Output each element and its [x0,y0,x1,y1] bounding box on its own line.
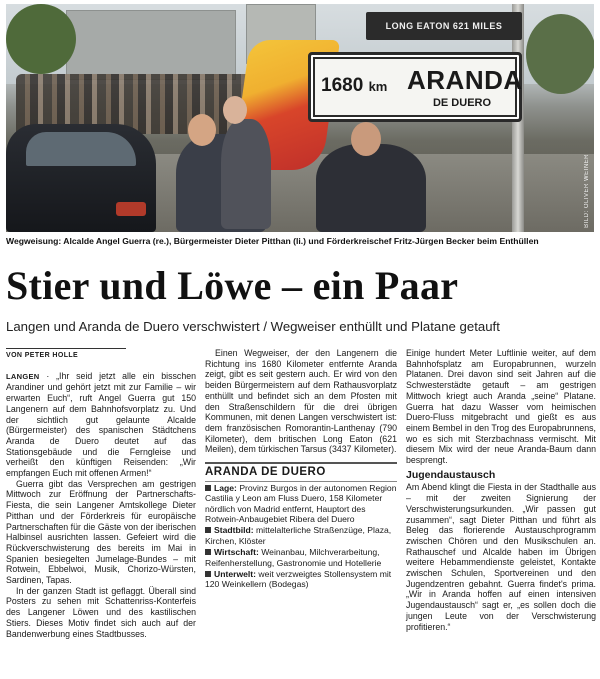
article-photo [6,4,594,232]
sign-distance: 1680 km [321,75,388,96]
subheadline: Langen und Aranda de Duero verschwistert / Wegweiser enthüllt und Platane getauft [6,319,500,334]
photo-head [188,114,216,146]
article-paragraph: In der ganzen Stadt ist geflaggt. Überall sind Posters zu sehen mit Schattenriss-Konterfeis des Langener Löwen und des kastilischen Stiers. Dieses Motiv findet sich auch auf der Bandenwerbung eines Stadtbusses. [6,585,196,639]
photo-head [351,122,381,156]
infobox [205,462,397,590]
article-paragraph: Einen Wegweiser, der den Langenern die Richtung ins 1680 Kilometer entfernte Aranda zeigt, gibt es seit gestern auch. Er wird von den beiden Bürgermeistern auf dem Rathausvorplatz enthüllt und befindet sich an dem Pfosten mit den Straßenschildern für die drei übrigen Kommunen, mit denen Langen verschwistert ist: dem französischen Romorantin-Lanthenay (790 Kilometer), dem britischen Long Eaton (621 Meilen), dem türkischen Tarsus (3437 Kilometer). [205,348,397,455]
sign-city: ARANDA [407,65,523,95]
photo-building [66,10,236,80]
photo-person-becker [221,119,271,229]
article-column-1 [6,348,196,639]
article-paragraph: Einige hundert Meter Luftlinie weiter, auf dem Bahnhofsplatz am Europabrunnen, wurzeln Platanen. Drei davon sind seit Jahren auf die Schwesterstädte getauft – am gestrigen Mittwoch kriegt auch Aranda „seine“ Platane. Guerra hat dazu Wasser vom heimischen Duero-Fluss mitgebracht und gießt es aus einem Bembel in den Trog des Europabrunnens, wo es sich mit Sterzbachnass vermischt. Mit diesem Mix wird der neue Aranda-Baum dann besprengt. [406,348,596,466]
article-paragraph: Am Abend klingt die Fiesta in der Stadthalle aus – mit der zweiten Signierung der Verschwisterungsurkunden. „Wir passen gut zusammen“, sagt Dieter Pitthan und führt als Beleg das florierende Austauschprogramm zwischen Chören und den Musikschulen an. Rathauschef und Alcalde haben im Übrigen weitere Hebammendienste geleistet, Kontakte zwischen Schulen, Sportvereinen und den Jugendzentren gebahnt. Guerra findet's prima. „Wir in Aranda hoffen auf einen intensiven Jugendaustausch“ sagt er, „es sollen doch die jungen Leute von der Verschwisterung profitieren.“ [406,482,596,632]
article-column-3 [406,348,596,632]
infobox-item-stadtbild: Stadtbild: mittelalterliche Straßenzüge, Plaza, Kirchen, Klöster [205,525,392,546]
photo-credit: BILD: OLIVER WEINER [584,154,590,228]
photo-head [223,96,247,124]
infobox-item-wirtschaft: Wirtschaft: Weinanbau, Milchverarbeitung, Reifenherstellung, Gastronomie und Hotellerie [205,547,382,568]
photo-car [6,124,156,232]
sign-aranda [308,52,522,122]
dateline: LANGEN [6,371,40,381]
photo-tree [526,14,594,94]
sign-city-sub: DE DUERO [432,97,492,109]
photo-person-guerra [316,144,426,232]
article-paragraph: LANGEN · „Ihr seid jetzt alle ein bisschen Arandiner und gehört jetzt mit zur Familie – wir erwarten Euch“, ruft Angel Guerra gut 150 Langenern auf dem Bahnhofsvorplatz zu. Und der sichtlich gut gelaunte Alcalde (Bürgermeister) des spanischen Städtchens Aranda de Duero deutet auf das Stationsgebäude und die Ferngleise und verheißt den künftigen Reisenden: „Wir empfangen Euch mit offenen Armen!“ [6,370,196,479]
infobox-item-unterwelt: Unterwelt: weit verzweigtes Stollensystem mit 120 Weinkellern (Bodegas) [205,568,392,590]
infobox-title: ARANDA DE DUERO [205,464,397,482]
section-subhead: Jugendaustausch [406,468,496,481]
byline: VON PETER HOLLE [6,348,126,362]
headline: Stier und Löwe – ein Paar [6,263,459,308]
infobox-item-lage: Lage: Provinz Burgos in der autonomen Region Castilia y Leon am Fluss Duero, 158 Kilometer nördlich von Madrid entfernt, Hauptort des Rotwein-Anbaugebiet Ribera del Duero [205,482,397,524]
photo-caption: Wegweisung: Alcalde Angel Guerra (re.), Bürgermeister Dieter Pitthan (li.) und Förderkreischef Fritz-Jürgen Becker beim Enthüllen [6,236,539,246]
article-column-2 [205,348,397,590]
photo-tree [6,4,76,74]
article-paragraph: Guerra gibt das Versprechen am gestrigen Mittwoch zur Eröffnung der Partnerschafts-Fiesta, die sein Langener Amtskollege Dieter Pitthan und der Förderkreis für europäische Partnerschaften für die Gäste von der iberischen Halbinsel ausrichten lassen. Gefeiert wird die Rückverschwisterung des bereits im Mai in Spanien besiegelten Jumelage-Bundes – mit Rotwein, Ebbelwoi, Musik, Chorizo-Würsten, Sardinen, Tapas. [6,478,196,586]
sign-long-eaton: LONG EATON 621 MILES [366,12,522,40]
